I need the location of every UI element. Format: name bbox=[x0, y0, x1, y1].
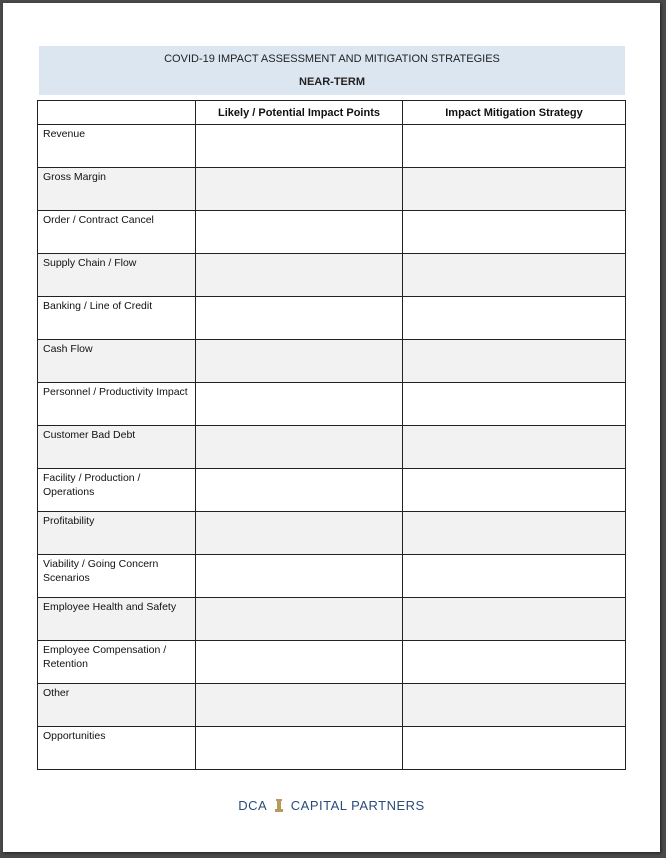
document-title: COVID-19 IMPACT ASSESSMENT AND MITIGATION STRATEGIES bbox=[164, 53, 500, 65]
row-label-cell bbox=[38, 512, 196, 555]
impact-points-cell[interactable] bbox=[196, 641, 403, 684]
row-label-cell bbox=[38, 727, 196, 770]
row-label-cell bbox=[38, 684, 196, 727]
impact-points-cell[interactable] bbox=[196, 125, 403, 168]
row-label: Banking / Line of Credit bbox=[43, 300, 153, 312]
row-label-cell bbox=[38, 641, 196, 684]
row-label-cell bbox=[38, 469, 196, 512]
row-label: Viability / Going Concern Scenarios bbox=[43, 558, 159, 584]
row-label-cell bbox=[38, 383, 196, 426]
impact-points-cell[interactable] bbox=[196, 340, 403, 383]
row-label-cell bbox=[38, 555, 196, 598]
row-label-cell bbox=[38, 168, 196, 211]
mitigation-strategy-cell[interactable] bbox=[403, 383, 626, 426]
impact-points-cell[interactable] bbox=[196, 684, 403, 727]
mitigation-strategy-cell[interactable] bbox=[403, 641, 626, 684]
table-row bbox=[38, 598, 626, 641]
company-logo bbox=[3, 798, 660, 813]
impact-points-cell[interactable] bbox=[196, 727, 403, 770]
impact-points-cell[interactable] bbox=[196, 297, 403, 340]
table-row bbox=[38, 383, 626, 426]
row-label-cell bbox=[38, 211, 196, 254]
impact-points-cell[interactable] bbox=[196, 598, 403, 641]
mitigation-strategy-cell[interactable] bbox=[403, 254, 626, 297]
row-label: Employee Health and Safety bbox=[43, 601, 177, 613]
row-label: Revenue bbox=[43, 128, 86, 140]
row-label-cell bbox=[38, 254, 196, 297]
impact-points-cell[interactable] bbox=[196, 555, 403, 598]
table-header-row bbox=[38, 101, 626, 125]
table-row bbox=[38, 211, 626, 254]
row-label: Cash Flow bbox=[43, 343, 93, 355]
header-band bbox=[39, 46, 625, 95]
row-label-cell bbox=[38, 426, 196, 469]
table-row bbox=[38, 125, 626, 168]
mitigation-strategy-cell[interactable] bbox=[403, 512, 626, 555]
table-row bbox=[38, 340, 626, 383]
row-label-cell bbox=[38, 340, 196, 383]
mitigation-strategy-cell[interactable] bbox=[403, 340, 626, 383]
row-label: Supply Chain / Flow bbox=[43, 257, 137, 269]
document-page bbox=[3, 3, 660, 852]
impact-points-cell[interactable] bbox=[196, 383, 403, 426]
table-row bbox=[38, 512, 626, 555]
row-label-cell bbox=[38, 297, 196, 340]
mitigation-strategy-cell[interactable] bbox=[403, 297, 626, 340]
table-row bbox=[38, 684, 626, 727]
table-row bbox=[38, 426, 626, 469]
column-icon bbox=[274, 799, 284, 812]
impact-points-cell[interactable] bbox=[196, 469, 403, 512]
table-body bbox=[38, 125, 626, 770]
assessment-table bbox=[37, 100, 626, 770]
mitigation-strategy-cell[interactable] bbox=[403, 598, 626, 641]
logo-text-right: CAPITAL PARTNERS bbox=[290, 798, 425, 813]
row-label: Facility / Production / Operations bbox=[43, 472, 141, 498]
row-label: Profitability bbox=[43, 515, 95, 527]
mitigation-strategy-cell[interactable] bbox=[403, 168, 626, 211]
mitigation-strategy-cell[interactable] bbox=[403, 555, 626, 598]
row-label: Personnel / Productivity Impact bbox=[43, 386, 188, 398]
row-label: Employee Compensation / Retention bbox=[43, 644, 167, 670]
mitigation-strategy-cell[interactable] bbox=[403, 211, 626, 254]
row-label-cell bbox=[38, 125, 196, 168]
logo-text-left: DCA bbox=[238, 798, 267, 813]
table-row bbox=[38, 254, 626, 297]
row-label: Order / Contract Cancel bbox=[43, 214, 154, 226]
document-subtitle: NEAR-TERM bbox=[299, 76, 365, 88]
mitigation-strategy-cell[interactable] bbox=[403, 684, 626, 727]
mitigation-strategy-cell[interactable] bbox=[403, 426, 626, 469]
impact-points-cell[interactable] bbox=[196, 512, 403, 555]
impact-points-cell[interactable] bbox=[196, 254, 403, 297]
row-label-cell bbox=[38, 598, 196, 641]
table-row bbox=[38, 297, 626, 340]
impact-points-cell[interactable] bbox=[196, 426, 403, 469]
mitigation-strategy-cell[interactable] bbox=[403, 727, 626, 770]
table-row bbox=[38, 727, 626, 770]
table-row bbox=[38, 168, 626, 211]
table-row bbox=[38, 555, 626, 598]
column-header-impact-points: Likely / Potential Impact Points bbox=[196, 101, 403, 125]
row-label: Other bbox=[43, 687, 70, 699]
column-header-mitigation-strategy: Impact Mitigation Strategy bbox=[403, 101, 626, 125]
table-row bbox=[38, 641, 626, 684]
row-label: Opportunities bbox=[43, 730, 106, 742]
row-label: Gross Margin bbox=[43, 171, 107, 183]
row-label: Customer Bad Debt bbox=[43, 429, 136, 441]
column-header-category bbox=[38, 101, 196, 125]
mitigation-strategy-cell[interactable] bbox=[403, 125, 626, 168]
impact-points-cell[interactable] bbox=[196, 168, 403, 211]
impact-points-cell[interactable] bbox=[196, 211, 403, 254]
mitigation-strategy-cell[interactable] bbox=[403, 469, 626, 512]
table-row bbox=[38, 469, 626, 512]
